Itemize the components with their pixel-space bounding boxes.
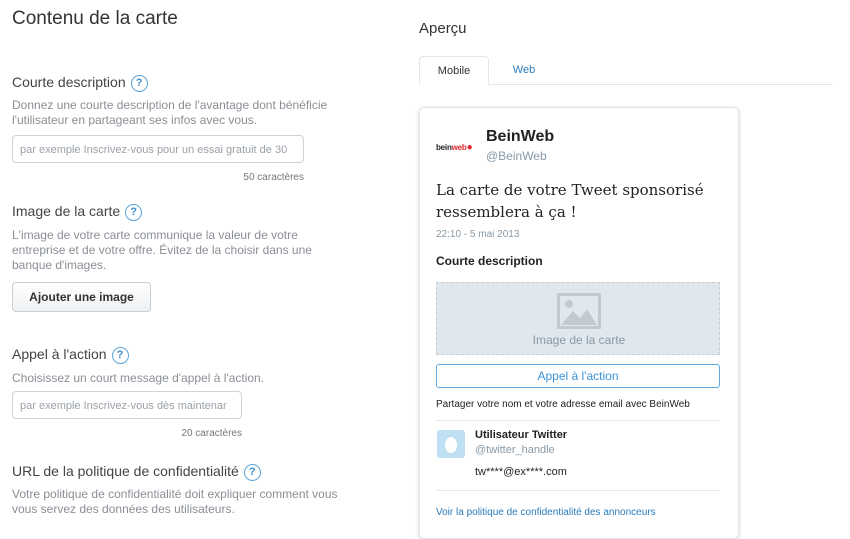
tweet-card-preview <box>419 107 739 539</box>
avatar <box>437 430 465 458</box>
page-title: Contenu de la carte <box>12 8 178 29</box>
account-handle: @BeinWeb <box>486 149 547 163</box>
egg-avatar-icon <box>444 434 458 454</box>
image-icon <box>557 293 601 329</box>
short-desc-label <box>12 74 148 92</box>
cta-input[interactable]: par exemple Inscrivez-vous dès maintenar <box>12 391 242 419</box>
preview-heading: Aperçu <box>419 20 467 37</box>
card-image-placeholder-text: Image de la carte <box>532 333 626 347</box>
logo-dot-icon: ● <box>466 142 473 153</box>
short-desc-input[interactable]: par exemple Inscrivez-vous pour un essai gratuit de 30 <box>12 135 304 163</box>
add-image-button[interactable]: Ajouter une image <box>12 282 151 312</box>
card-image-placeholder <box>436 282 720 355</box>
tweet-text: La carte de votre Tweet sponsorisé ressemblera à ça ! <box>436 181 704 221</box>
divider <box>436 420 720 421</box>
user-name: Utilisateur Twitter <box>475 429 568 441</box>
user-email: tw****@ex****.com <box>475 466 567 478</box>
help-icon[interactable]: ? <box>125 204 142 221</box>
card-image-help: L'image de votre carte communique la valeur de votre entreprise et de votre offre. Évitez de la choisir dans une banque d'images. <box>12 228 312 272</box>
help-icon[interactable]: ? <box>112 347 129 364</box>
cta-char-count: 20 caractères <box>181 428 242 439</box>
card-image-label <box>12 203 142 221</box>
privacy-label <box>12 463 261 481</box>
tab-web[interactable]: Web <box>512 64 536 76</box>
short-desc-char-count: 50 caractères <box>243 172 304 183</box>
logo-text-web: web <box>451 143 467 152</box>
card-short-desc: Courte description <box>436 254 543 268</box>
cta-preview-button[interactable]: Appel à l'action <box>436 364 720 388</box>
privacy-policy-link[interactable]: Voir la politique de confidentialité des annonceurs <box>436 507 656 518</box>
logo-text-bein: bein <box>436 143 452 152</box>
privacy-label-text: URL de la politique de confidentialité <box>12 463 239 479</box>
share-text: Partager votre nom et votre adresse email avec BeinWeb <box>436 399 690 410</box>
beinweb-logo <box>436 142 472 153</box>
short-desc-help: Donnez une courte description de l'avantage dont bénéficie l'utilisateur en partageant ses infos avec vous. <box>12 98 328 127</box>
divider <box>436 490 720 491</box>
short-desc-label-text: Courte description <box>12 74 126 90</box>
help-icon[interactable]: ? <box>131 75 148 92</box>
account-name: BeinWeb <box>486 128 555 145</box>
help-icon[interactable]: ? <box>244 464 261 481</box>
cta-help: Choisissez un court message d'appel à l'action. <box>12 371 265 385</box>
user-handle: @twitter_handle <box>475 444 555 456</box>
cta-label-text: Appel à l'action <box>12 346 107 362</box>
privacy-help: Votre politique de confidentialité doit expliquer comment vous vous servez des données des utilisateurs. <box>12 487 338 516</box>
card-image-label-text: Image de la carte <box>12 203 121 219</box>
tweet-timestamp: 22:10 - 5 mai 2013 <box>436 229 520 240</box>
cta-label <box>12 346 129 364</box>
tab-mobile[interactable]: Mobile <box>419 56 489 85</box>
